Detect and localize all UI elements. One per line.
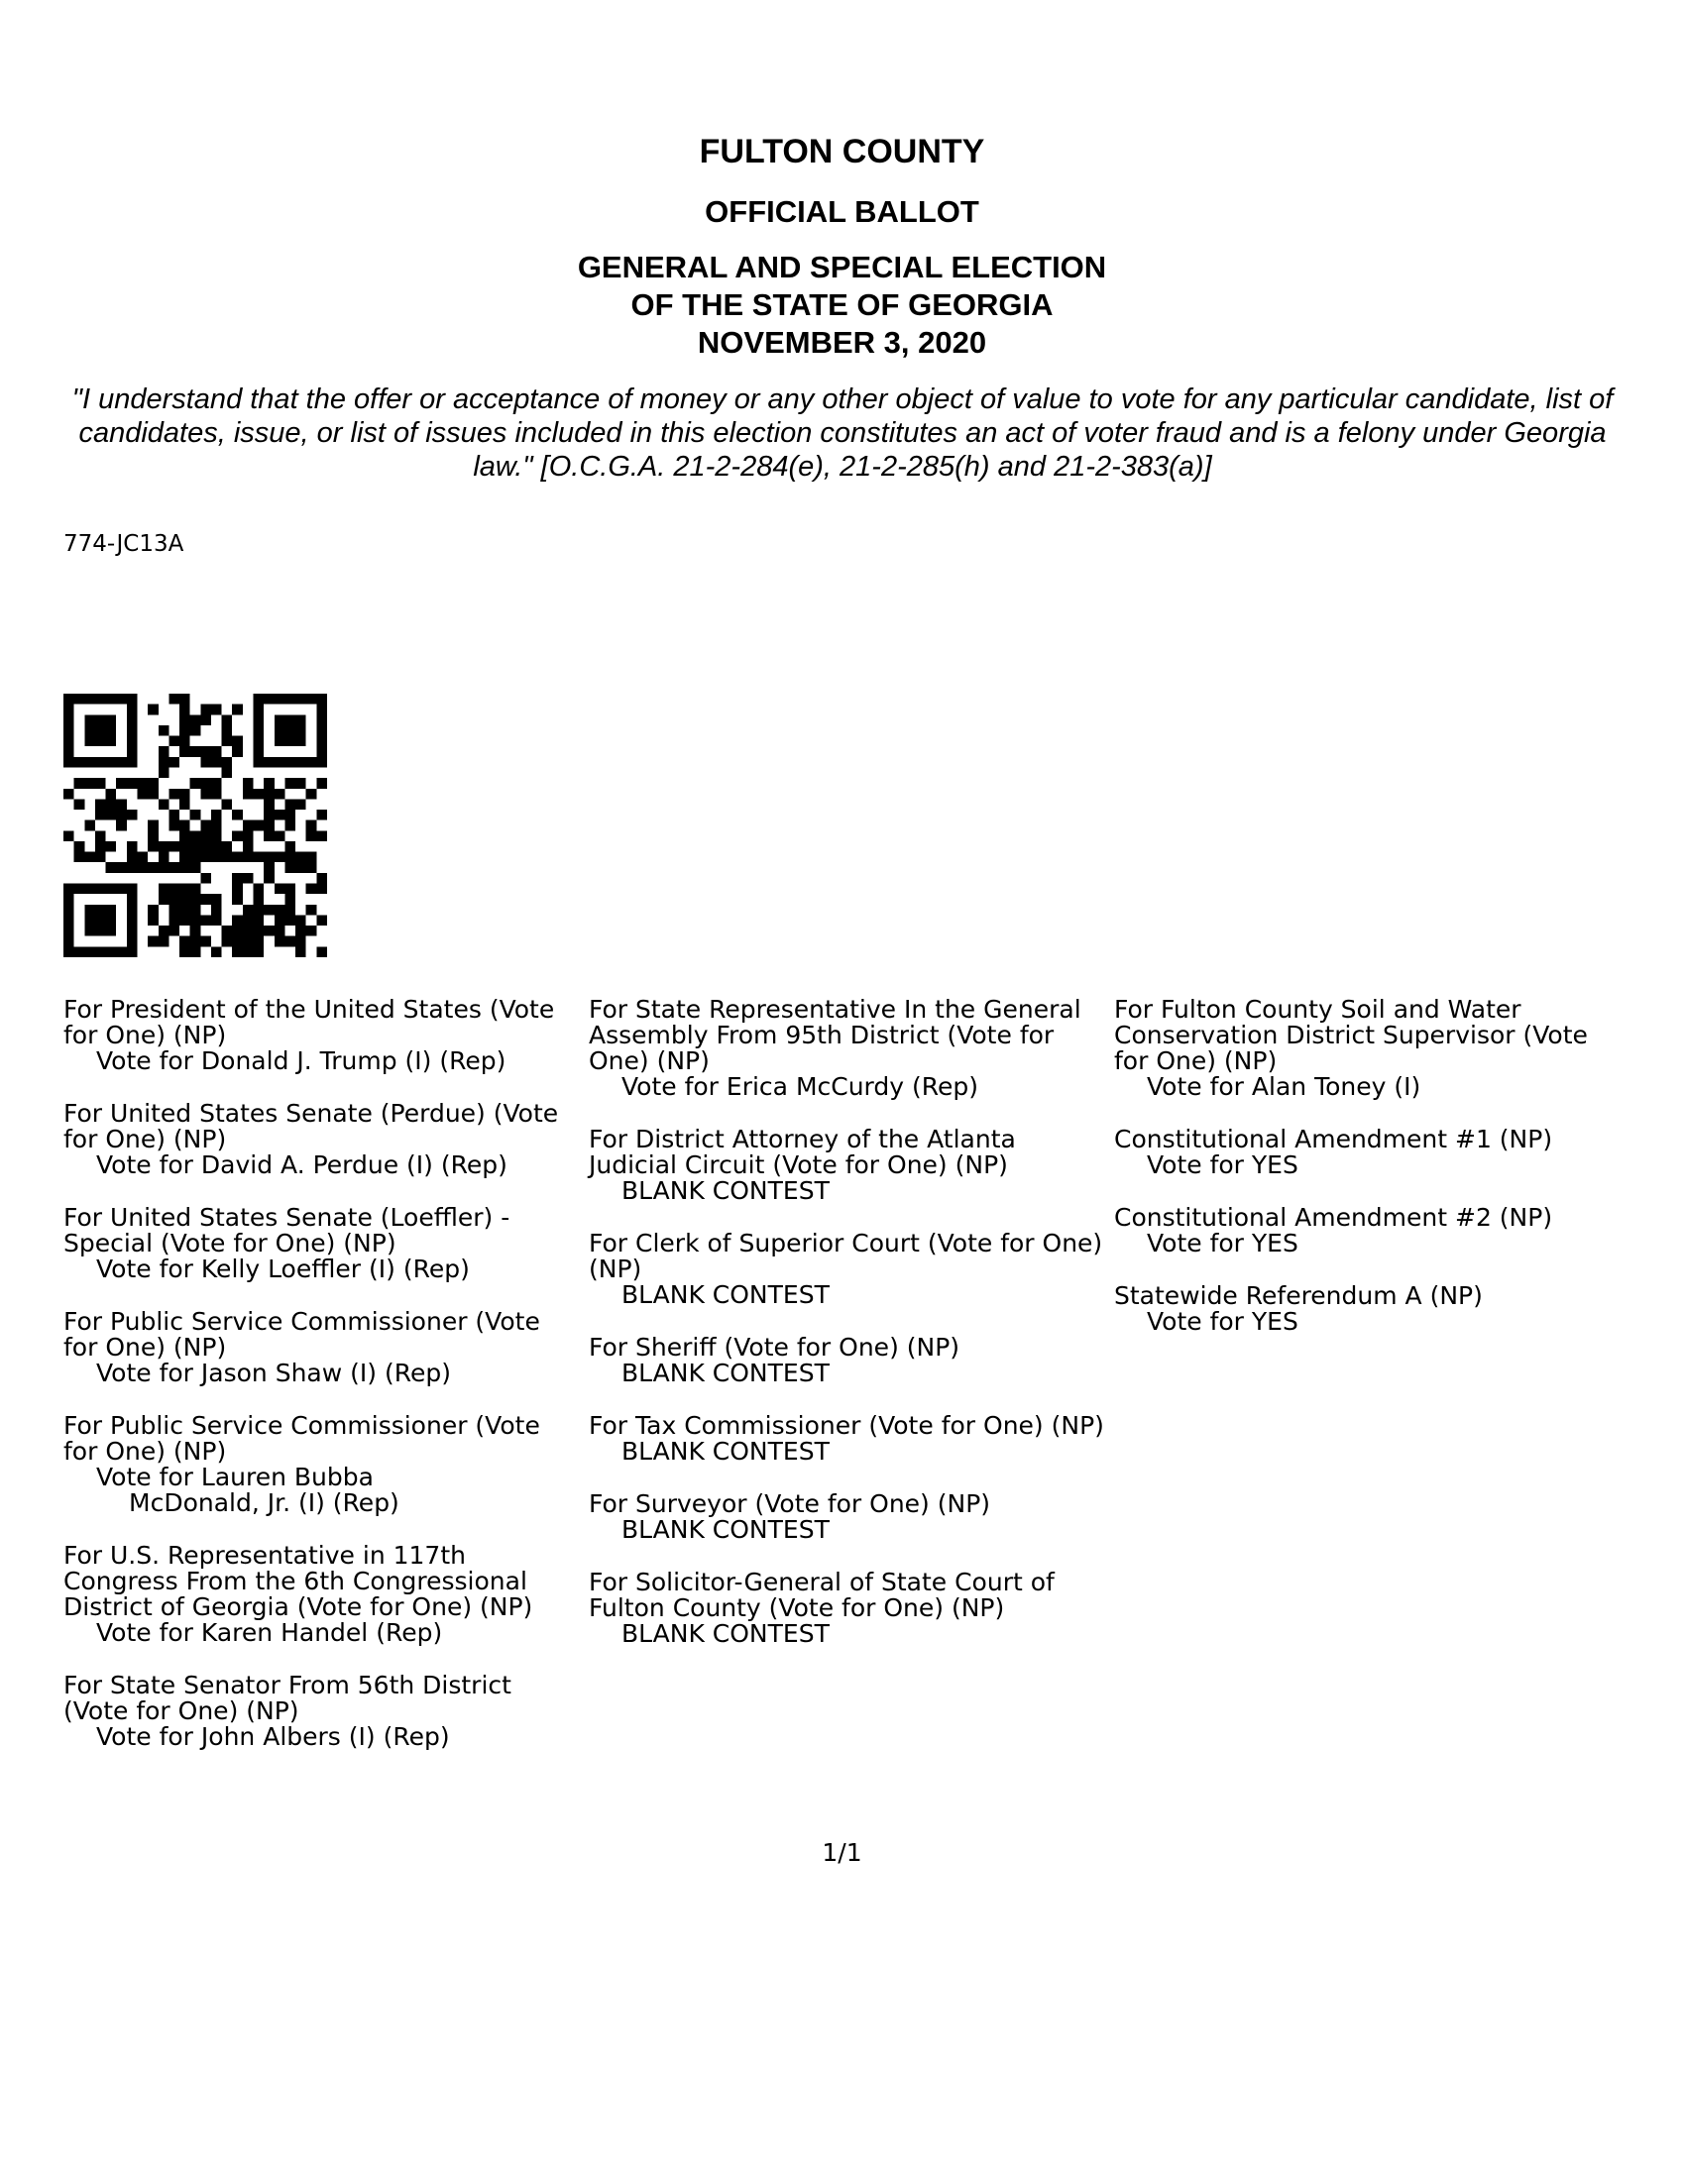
contest-choice: Vote for Donald J. Trump (I) (Rep)	[96, 1046, 506, 1075]
contest	[589, 1491, 1104, 1543]
contest-title: For Surveyor (Vote for One) (NP)	[589, 1489, 991, 1518]
contest-choice-continued: McDonald, Jr. (I) (Rep)	[129, 1488, 399, 1517]
contest-title: Constitutional Amendment #1 (NP)	[1114, 1125, 1553, 1153]
contest-choice: Vote for Lauren Bubba	[96, 1463, 374, 1491]
contest-choice: Vote for Kelly Loeffler (I) (Rep)	[96, 1255, 470, 1283]
contest-choice: Vote for David A. Perdue (I) (Rep)	[96, 1150, 507, 1179]
contest-title: Constitutional Amendment #2 (NP)	[1114, 1203, 1553, 1232]
ballot-type: OFFICIAL BALLOT	[705, 194, 979, 229]
contest-choice: BLANK CONTEST	[621, 1619, 830, 1648]
contest	[589, 1413, 1104, 1465]
page-number: 1/1	[822, 1838, 862, 1867]
contest-title: For State Senator From 56th District (Vote for One) (NP)	[63, 1671, 511, 1725]
contest-title: For Public Service Commissioner (Vote for One) (NP)	[63, 1307, 540, 1362]
contest-choice: Vote for Alan Toney (I)	[1147, 1072, 1421, 1101]
contest	[1114, 1127, 1610, 1178]
contest	[63, 1413, 579, 1516]
contest-title: For Solicitor-General of State Court of Fulton County (Vote for One) (NP)	[589, 1568, 1055, 1622]
contest-choice: Vote for Erica McCurdy (Rep)	[621, 1072, 979, 1101]
contest-title: For Sheriff (Vote for One) (NP)	[589, 1333, 960, 1362]
qr-code-icon	[63, 694, 327, 957]
contest-title: For Tax Commissioner (Vote for One) (NP)	[589, 1411, 1104, 1440]
contest-choice: BLANK CONTEST	[621, 1280, 830, 1309]
contest	[1114, 1283, 1610, 1335]
contest-choice: BLANK CONTEST	[621, 1176, 830, 1205]
contest-choice: Vote for John Albers (I) (Rep)	[96, 1722, 450, 1751]
contest-choice: BLANK CONTEST	[621, 1437, 830, 1466]
contest	[589, 1570, 1104, 1647]
contest-choice: Vote for Jason Shaw (I) (Rep)	[96, 1359, 451, 1387]
county-title: FULTON COUNTY	[699, 133, 985, 170]
contest	[1114, 997, 1610, 1100]
contest-choice: Vote for YES	[1147, 1150, 1298, 1179]
contest-title: For United States Senate (Loeffler) - Special (Vote for One) (NP)	[63, 1203, 510, 1257]
contest	[589, 1231, 1104, 1308]
election-line-1: GENERAL AND SPECIAL ELECTION	[577, 250, 1107, 284]
contest	[589, 997, 1104, 1100]
contest-title: For State Representative In the General Assembly From 95th District (Vote for One) (NP)	[589, 995, 1081, 1075]
contest	[63, 1673, 579, 1750]
contest	[63, 1309, 579, 1386]
contest-title: For Fulton County Soil and Water Conservation District Supervisor (Vote for One) (NP)	[1114, 995, 1588, 1075]
election-date: NOVEMBER 3, 2020	[697, 325, 987, 360]
contest-title: Statewide Referendum A (NP)	[1114, 1281, 1483, 1310]
contest-title: For U.S. Representative in 117th Congress From the 6th Congressional District of Georgia (Vote for One) (NP)	[63, 1541, 533, 1621]
contest-column-2	[589, 997, 1104, 1674]
contest	[63, 997, 579, 1074]
contest-title: For Public Service Commissioner (Vote for One) (NP)	[63, 1411, 540, 1466]
election-heading	[0, 249, 1684, 362]
contest	[1114, 1205, 1610, 1256]
contest	[63, 1101, 579, 1178]
contest-title: For United States Senate (Perdue) (Vote for One) (NP)	[63, 1099, 559, 1153]
contest-title: For President of the United States (Vote for One) (NP)	[63, 995, 555, 1049]
contest-choice: BLANK CONTEST	[621, 1515, 830, 1544]
contest-choice: Vote for YES	[1147, 1307, 1298, 1336]
election-line-2: OF THE STATE OF GEORGIA	[630, 287, 1054, 322]
contest-title: For District Attorney of the Atlanta Judicial Circuit (Vote for One) (NP)	[589, 1125, 1016, 1179]
contest	[589, 1335, 1104, 1386]
contest-column-1	[63, 997, 579, 1777]
contest-choice: Vote for Karen Handel (Rep)	[96, 1618, 443, 1647]
contest-choice: BLANK CONTEST	[621, 1359, 830, 1387]
contest-column-3	[1114, 997, 1610, 1362]
contest-choice: Vote for YES	[1147, 1229, 1298, 1257]
ballot-id: 774-JC13A	[63, 531, 184, 557]
contest	[589, 1127, 1104, 1204]
contest	[63, 1205, 579, 1282]
contest	[63, 1543, 579, 1646]
contest-title: For Clerk of Superior Court (Vote for One) (NP)	[589, 1229, 1103, 1283]
voter-oath-statement: "I understand that the offer or acceptance of money or any other object of value to vote for any particular candidate, list of candidates, issue, or list of issues included in this election constitutes an act of voter fraud and is a felony under Georgia law." [O.C.G.A. 21-2-284(e), 21-2-285(h) and 21-2-383(a)]	[71, 383, 1614, 483]
